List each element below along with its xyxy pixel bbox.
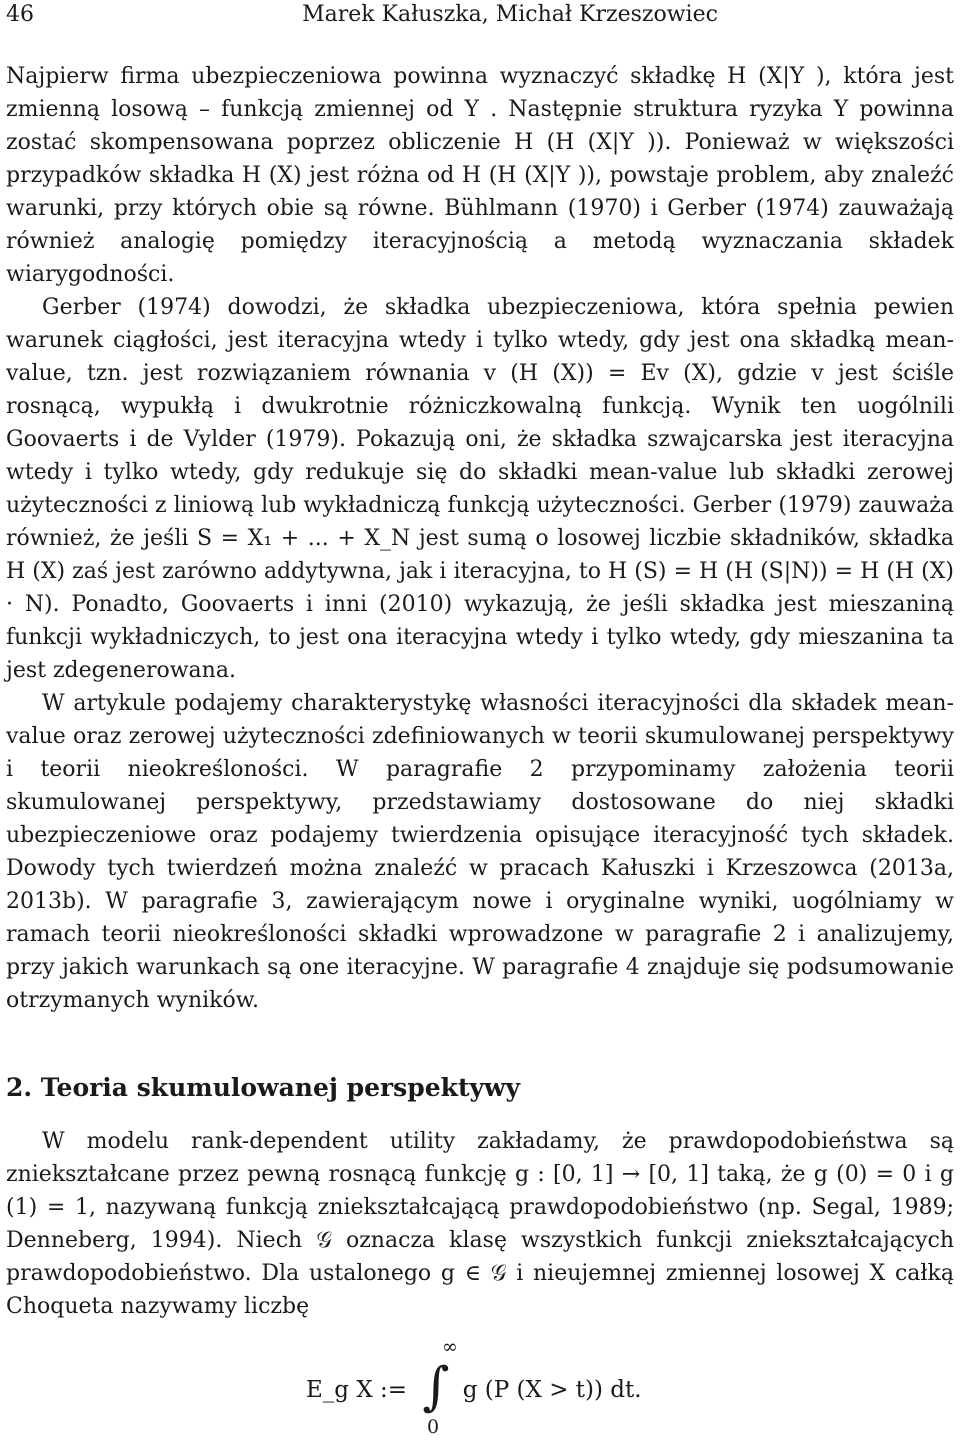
choquet-integral-equation bbox=[6, 1331, 954, 1441]
page-number: 46 bbox=[6, 2, 34, 27]
integral-upper-limit: ∞ bbox=[442, 1336, 458, 1358]
body-text bbox=[6, 60, 954, 1441]
equation-integrand: g (P (X > t)) dt. bbox=[462, 1377, 642, 1403]
running-head-authors: Marek Kałuszka, Michał Krzeszowiec bbox=[302, 2, 718, 27]
paragraph-article-outline: W artykule podajemy charakterystykę własności iteracyjności dla składek mean-value oraz zerowej użyteczności zdefiniowanych w teorii skumulowanej perspektywy i teorii nieokreśloności. W paragrafie 2 przypominamy założenia teorii skumulowanej perspektywy, przedstawiamy dostosowane do niej składki ubezpieczeniowe oraz podajemy twierdzenia opisujące iteracyjność tych składek. Dowody tych twierdzeń można znaleźć w pracach Kałuszki i Krzeszowca (2013a, 2013b). W paragrafie 3, zawierającym nowe i oryginalne wyniki, uogólniamy w ramach teorii nieokreśloności składki wprowadzone w paragrafie 2 i analizujemy, przy jakich warunkach są one iteracyjne. W paragrafie 4 znajduje się podsumowanie otrzymanych wyników. bbox=[6, 691, 954, 1013]
running-head bbox=[6, 2, 954, 32]
paragraph-rank-dependent-utility: W modelu rank-dependent utility zakładamy, że prawdopodobieństwa są zniekształcane przez pewną rosnącą funkcję g : [0, 1] → [0, 1] taką, że g (0) = 0 i g (1) = 1, nazywaną funkcją zniekształcającą prawdopodobieństwo (np. Segal, 1989; Denneberg, 1994). Niech 𝒢 oznacza klasę wszystkich funkcji zniekształcających prawdopodobieństwo. Dla ustalonego g ∈ 𝒢 i nieujemnej zmiennej losowej X całką Choqueta nazywamy liczbę bbox=[6, 1129, 954, 1319]
paragraph-intro: Najpierw firma ubezpieczeniowa powinna wyznaczyć składkę H (X|Y ), która jest zmienną losową – funkcją zmiennej od Y . Następnie struktura ryzyka Y powinna zostać skompensowana poprzez obliczenie H (H (X|Y )). Ponieważ w większości przypadków składka H (X) jest różna od H (H (X|Y )), powstaje problem, aby znaleźć warunki, przy których obie są równe. Bühlmann (1970) i Gerber (1974) zauważają również analogię pomiędzy iteracyjnością a metodą wyznaczania składek wiarygodności. bbox=[6, 64, 954, 287]
paragraph-gerber: Gerber (1974) dowodzi, że składka ubezpieczeniowa, która spełnia pewien warunek ciągłości, jest iteracyjna wtedy i tylko wtedy, gdy jest ona składką mean-value, tzn. jest rozwiązaniem równania v (H (X)) = Ev (X), gdzie v jest ściśle rosnącą, wypukłą i dwukrotnie różniczkowalną funkcją. Wynik ten uogólnili Goovaerts i de Vylder (1979). Pokazują oni, że składka szwajcarska jest iteracyjna wtedy i tylko wtedy, gdy redukuje się do składki mean-value lub składki zerowej użyteczności z liniową lub wykładniczą funkcją użyteczności. Gerber (1979) zauważa również, że jeśli S = X₁ + ... + X_N jest sumą o losowej liczbie składników, składka H (X) zaś jest zarówno addytywna, jak i iteracyjna, to H (S) = H (H (S|N)) = H (H (X) · N). Ponadto, Goovaerts i inni (2010) wykazują, że jeśli składka jest mieszaniną funkcji wykładniczych, to jest ona iteracyjna wtedy i tylko wtedy, gdy mieszanina ta jest zdegenerowana. bbox=[6, 295, 954, 683]
integral-lower-limit: 0 bbox=[427, 1416, 440, 1438]
equation-lhs: E_g X := bbox=[306, 1377, 408, 1403]
section-heading: 2. Teoria skumulowanej perspektywy bbox=[6, 1073, 521, 1102]
integral-icon: ∫ bbox=[422, 1357, 450, 1417]
equation-content bbox=[306, 1336, 642, 1438]
